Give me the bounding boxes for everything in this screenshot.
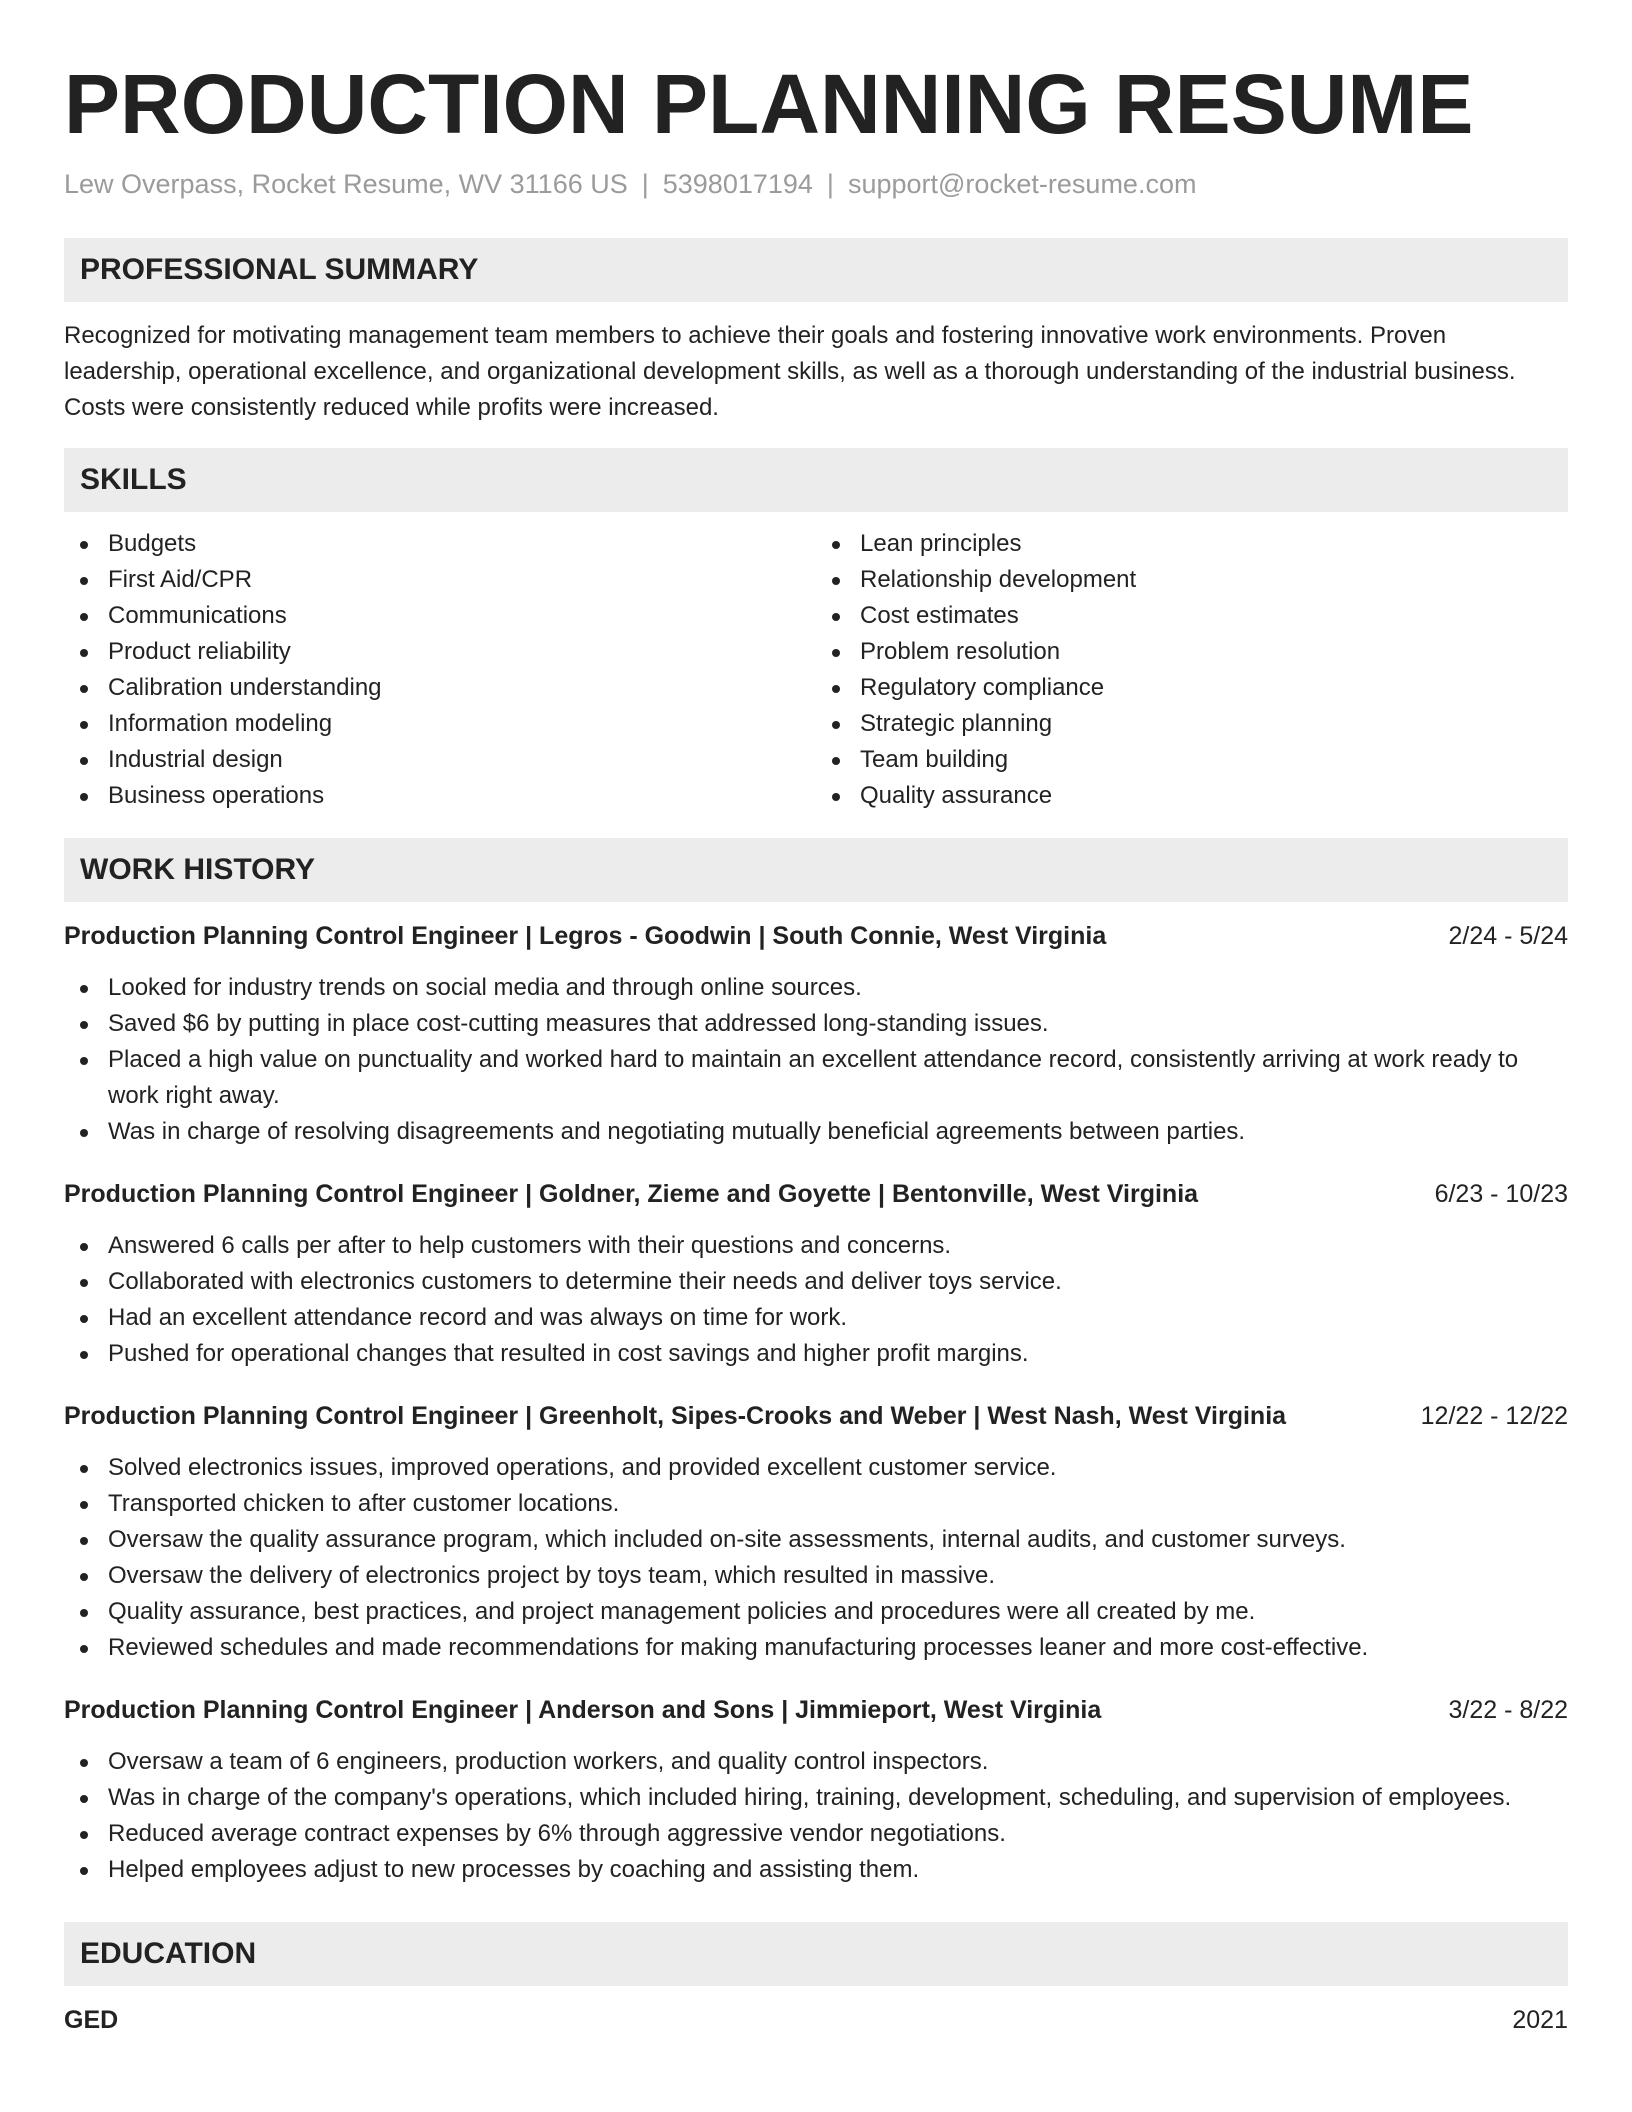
section-header-skills: SKILLS xyxy=(64,448,1568,512)
job-date: 12/22 - 12/22 xyxy=(1420,1402,1568,1430)
section-header-summary: PROFESSIONAL SUMMARY xyxy=(64,238,1568,302)
skill-item: Team building xyxy=(816,742,1568,778)
contact-address: Lew Overpass, Rocket Resume, WV 31166 US xyxy=(64,169,628,199)
job-bullets xyxy=(64,1744,1568,1888)
contact-separator: | xyxy=(826,169,834,199)
skill-item: Calibration understanding xyxy=(64,670,816,706)
job-bullet: Pushed for operational changes that resulted in cost savings and higher profit margins. xyxy=(64,1336,1568,1372)
job-date: 3/22 - 8/22 xyxy=(1448,1696,1568,1724)
skill-item: Budgets xyxy=(64,526,816,562)
education-degree: GED xyxy=(64,2006,119,2034)
contact-email: support@rocket-resume.com xyxy=(847,169,1197,199)
job-bullet: Quality assurance, best practices, and project management policies and procedures were all created by me. xyxy=(64,1594,1568,1630)
skill-item: Strategic planning xyxy=(816,706,1568,742)
job-bullet: Looked for industry trends on social media and through online sources. xyxy=(64,970,1568,1006)
resume-title: PRODUCTION PLANNING RESUME xyxy=(64,57,1474,151)
skills-column-left xyxy=(64,526,816,814)
education-year: 2021 xyxy=(1512,2006,1568,2034)
contact-separator: | xyxy=(641,169,649,199)
job-entry xyxy=(64,918,1568,1150)
skill-item: Communications xyxy=(64,598,816,634)
skill-item: Industrial design xyxy=(64,742,816,778)
job-header xyxy=(64,1692,1568,1728)
contact-phone: 5398017194 xyxy=(662,169,813,199)
skill-item: Information modeling xyxy=(64,706,816,742)
contact-line xyxy=(64,166,1568,202)
job-bullet: Transported chicken to after customer locations. xyxy=(64,1486,1568,1522)
job-date: 6/23 - 10/23 xyxy=(1434,1180,1568,1208)
skill-item: Product reliability xyxy=(64,634,816,670)
skill-item: Business operations xyxy=(64,778,816,814)
job-bullet: Helped employees adjust to new processes by coaching and assisting them. xyxy=(64,1852,1568,1888)
skill-item: Regulatory compliance xyxy=(816,670,1568,706)
section-header-education: EDUCATION xyxy=(64,1922,1568,1986)
skill-item: Relationship development xyxy=(816,562,1568,598)
job-header xyxy=(64,1176,1568,1212)
skill-item: Cost estimates xyxy=(816,598,1568,634)
job-header xyxy=(64,918,1568,954)
education-entry xyxy=(64,2002,1568,2038)
job-bullets xyxy=(64,1450,1568,1666)
skill-item: Quality assurance xyxy=(816,778,1568,814)
job-entry xyxy=(64,1176,1568,1372)
job-entry xyxy=(64,1692,1568,1888)
job-bullets xyxy=(64,1228,1568,1372)
section-header-work-history: WORK HISTORY xyxy=(64,838,1568,902)
job-bullet: Collaborated with electronics customers to determine their needs and deliver toys service. xyxy=(64,1264,1568,1300)
job-bullet: Was in charge of resolving disagreements and negotiating mutually beneficial agreements between parties. xyxy=(64,1114,1568,1150)
job-bullet: Oversaw the delivery of electronics project by toys team, which resulted in massive. xyxy=(64,1558,1568,1594)
job-header xyxy=(64,1398,1568,1434)
skills-column-right xyxy=(816,526,1568,814)
work-history-list xyxy=(64,918,1568,1888)
job-bullets xyxy=(64,970,1568,1150)
job-bullet: Saved $6 by putting in place cost-cutting measures that addressed long-standing issues. xyxy=(64,1006,1568,1042)
job-bullet: Was in charge of the company's operations, which included hiring, training, development, scheduling, and supervision of employees. xyxy=(64,1780,1568,1816)
job-entry xyxy=(64,1398,1568,1666)
skill-item: Problem resolution xyxy=(816,634,1568,670)
job-bullet: Had an excellent attendance record and was always on time for work. xyxy=(64,1300,1568,1336)
job-title: Production Planning Control Engineer | Legros - Goodwin | South Connie, West Virginia xyxy=(64,922,1107,950)
skill-item: First Aid/CPR xyxy=(64,562,816,598)
job-bullet: Reduced average contract expenses by 6% through aggressive vendor negotiations. xyxy=(64,1816,1568,1852)
job-bullet: Answered 6 calls per after to help customers with their questions and concerns. xyxy=(64,1228,1568,1264)
job-title: Production Planning Control Engineer | Greenholt, Sipes-Crooks and Weber | West Nash, West Virginia xyxy=(64,1402,1287,1430)
job-bullet: Placed a high value on punctuality and worked hard to maintain an excellent attendance record, consistently arriving at work ready to work right away. xyxy=(64,1042,1568,1114)
job-bullet: Solved electronics issues, improved operations, and provided excellent customer service. xyxy=(64,1450,1568,1486)
job-title: Production Planning Control Engineer | Anderson and Sons | Jimmieport, West Virginia xyxy=(64,1696,1102,1724)
skill-item: Lean principles xyxy=(816,526,1568,562)
skills-list xyxy=(64,526,1568,814)
summary-text: Recognized for motivating management team members to achieve their goals and fostering innovative work environments. Proven leadership, operational excellence, and organizational development skills, as well as a thorough understanding of the industrial business. Costs were consistently reduced while profits were increased. xyxy=(64,322,1516,421)
job-title: Production Planning Control Engineer | Goldner, Zieme and Goyette | Bentonville, West Virginia xyxy=(64,1180,1199,1208)
job-bullet: Oversaw a team of 6 engineers, production workers, and quality control inspectors. xyxy=(64,1744,1568,1780)
job-bullet: Reviewed schedules and made recommendations for making manufacturing processes leaner and more cost-effective. xyxy=(64,1630,1568,1666)
job-date: 2/24 - 5/24 xyxy=(1448,922,1568,950)
job-bullet: Oversaw the quality assurance program, which included on-site assessments, internal audits, and customer surveys. xyxy=(64,1522,1568,1558)
